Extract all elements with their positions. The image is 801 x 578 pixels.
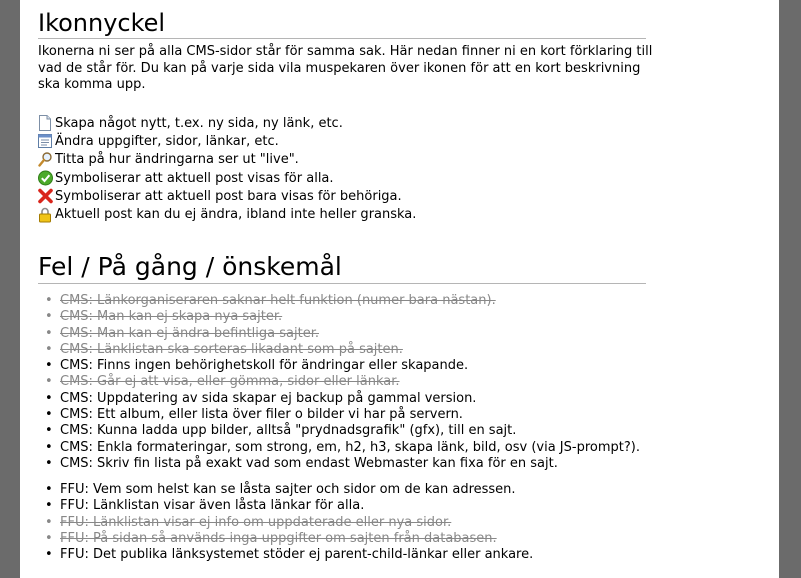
legend-row-view [38, 151, 658, 169]
new-page-icon [38, 115, 52, 131]
list-item: • CMS: Länkorganiseraren saknar helt funktion (numer bara nästan). [60, 293, 660, 309]
legend-row-hidden [38, 187, 658, 205]
legend-row-new [38, 114, 658, 132]
list-item: • CMS: Man kan ej ändra befintliga sajter. [60, 326, 660, 342]
list-item: • FFU: På sidan så används inga uppgifter om sajten från databasen. [60, 531, 660, 547]
edit-icon [38, 133, 52, 149]
lock-icon [38, 207, 52, 223]
page [20, 0, 779, 578]
cross-icon [38, 188, 52, 204]
legend-text-new: Skapa något nytt, t.ex. ny sida, ny länk, etc. [55, 115, 343, 131]
legend-text-hidden: Symboliserar att aktuell post bara visas för behöriga. [55, 188, 402, 204]
legend-text-edit: Ändra uppgifter, sidor, länkar, etc. [55, 133, 279, 149]
list-item: • CMS: Kunna ladda upp bilder, alltså "prydnadsgrafik" (gfx), till en sajt. [60, 423, 660, 439]
list-item: • FFU: Länklistan visar även låsta länkar för alla. [60, 498, 660, 514]
list-item: • CMS: Enkla formateringar, som strong, em, h2, h3, skapa länk, bild, osv (via JS-prompt?). [60, 440, 660, 456]
ffu-issue-list [38, 482, 660, 563]
list-item: • CMS: Ett album, eller lista över filer o bilder vi har på servern. [60, 407, 660, 423]
legend-row-visible [38, 169, 658, 187]
legend-text-view: Titta på hur ändringarna ser ut "live". [55, 152, 299, 168]
list-item: • CMS: Länklistan ska sorteras likadant som på sajten. [60, 342, 660, 358]
icon-key-intro: Ikonerna ni ser på alla CMS-sidor står för samma sak. Här nedan finner ni en kort förklaring till vad de står för. Du kan på varje sida vila muspekaren över ikonen för att en kort beskrivning ska komma upp. [38, 44, 653, 92]
legend-text-visible: Symboliserar att aktuell post visas för alla. [55, 170, 334, 186]
check-icon [38, 170, 52, 186]
cms-issue-list [38, 293, 660, 472]
list-item: • CMS: Går ej att visa, eller gömma, sidor eller länkar. [60, 374, 660, 390]
list-item: • CMS: Finns ingen behörighetskoll för ändringar eller skapande. [60, 358, 660, 374]
list-item: • FFU: Länklistan visar ej info om uppdaterade eller nya sidor. [60, 515, 660, 531]
list-item: • FFU: Vem som helst kan se låsta sajter och sidor om de kan adressen. [60, 482, 660, 498]
list-item: • CMS: Man kan ej skapa nya sajter. [60, 309, 660, 325]
list-item: • FFU: Det publika länksystemet stöder ej parent-child-länkar eller ankare. [60, 547, 660, 563]
list-item: • CMS: Skriv fin lista på exakt vad som endast Webmaster kan fixa för en sajt. [60, 456, 660, 472]
icon-key-heading: Ikonnyckel [38, 8, 646, 39]
legend-row-edit [38, 132, 658, 150]
magnifier-icon [38, 152, 52, 168]
issues-heading: Fel / På gång / önskemål [38, 251, 646, 284]
legend-row-locked [38, 205, 658, 223]
legend-text-locked: Aktuell post kan du ej ändra, ibland inte heller granska. [55, 207, 417, 223]
list-item: • CMS: Uppdatering av sida skapar ej backup på gammal version. [60, 391, 660, 407]
icon-legend [38, 114, 658, 224]
